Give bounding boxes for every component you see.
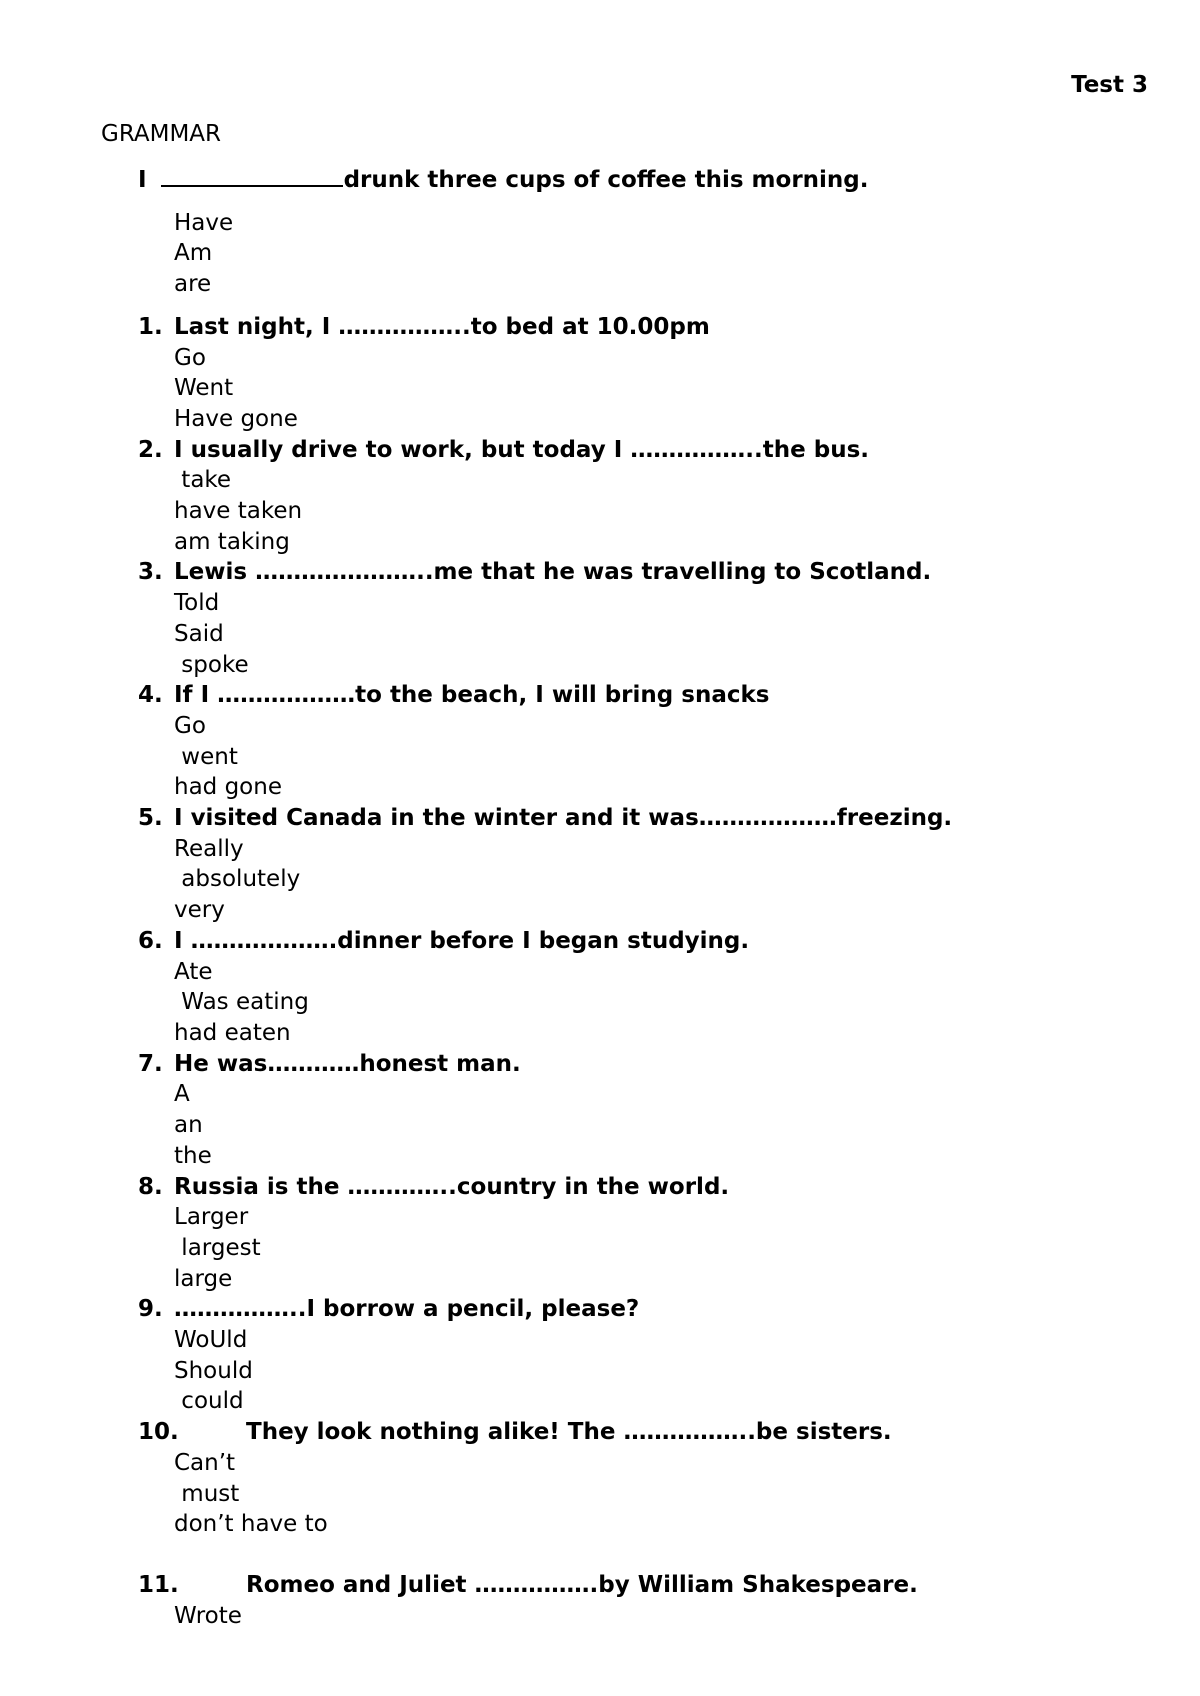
question-options <box>138 834 1138 926</box>
question-8 <box>138 1172 1138 1295</box>
question-options <box>138 465 1138 557</box>
question-text: Russia is the …………..country in the world. <box>174 1173 730 1200</box>
question-text: ……………..I borrow a pencil, please? <box>174 1296 640 1323</box>
option: don’t have to <box>174 1511 328 1538</box>
question-1 <box>138 312 1138 435</box>
question-number: 6. <box>138 927 163 954</box>
question-options <box>138 343 1138 435</box>
question-text: He was…………honest man. <box>174 1050 521 1077</box>
question-stem <box>138 803 1138 834</box>
answer-blank <box>161 167 343 187</box>
option: went <box>174 743 238 770</box>
question-text: Romeo and Juliet …………….by William Shakespeare. <box>246 1571 918 1598</box>
option: Am <box>174 240 213 267</box>
question-number: 5. <box>138 805 163 832</box>
example-options <box>138 208 1138 300</box>
question-stem <box>138 926 1138 957</box>
option: Really <box>174 835 244 862</box>
option: an <box>174 1112 203 1139</box>
option: Should <box>174 1357 253 1384</box>
option: had gone <box>174 774 282 801</box>
option: Have <box>174 209 234 236</box>
question-7 <box>138 1049 1138 1172</box>
section-title: GRAMMAR <box>101 121 222 147</box>
example-question <box>138 165 1138 312</box>
question-10 <box>138 1417 1138 1540</box>
option: must <box>174 1480 240 1507</box>
option: Said <box>174 620 224 647</box>
question-text: I visited Canada in the winter and it was………………freezing. <box>174 805 953 832</box>
question-11 <box>138 1570 1138 1631</box>
question-options <box>138 588 1138 680</box>
example-stem-after: drunk three cups of coffee this morning. <box>343 167 869 193</box>
question-number: 4. <box>138 682 163 709</box>
question-5 <box>138 803 1138 926</box>
option: take <box>174 467 232 494</box>
question-number: 3. <box>138 559 163 586</box>
question-number: 7. <box>138 1050 163 1077</box>
option: Go <box>174 344 206 371</box>
question-options <box>138 1601 1138 1632</box>
option: Told <box>174 590 220 617</box>
example-stem-before: I <box>138 167 155 193</box>
option: A <box>174 1081 190 1108</box>
question-options <box>138 957 1138 1049</box>
question-number: 11. <box>138 1571 179 1598</box>
option: have taken <box>174 498 303 525</box>
option: large <box>174 1265 233 1292</box>
option: Have gone <box>174 405 298 432</box>
question-stem <box>138 1417 1138 1448</box>
question-options <box>138 1202 1138 1294</box>
question-list <box>138 165 1138 1631</box>
question-number: 9. <box>138 1296 163 1323</box>
option: could <box>174 1388 244 1415</box>
question-stem <box>138 1172 1138 1203</box>
question-options <box>138 1079 1138 1171</box>
question-2 <box>138 435 1138 558</box>
question-options <box>138 711 1138 803</box>
test-label: Test 3 <box>1071 72 1148 98</box>
question-text: I usually drive to work, but today I ……………..the bus. <box>174 436 870 463</box>
example-stem <box>138 165 1138 196</box>
option: are <box>174 271 212 298</box>
option: very <box>174 897 225 924</box>
question-text: They look nothing alike! The ……………..be sisters. <box>246 1419 892 1446</box>
option: WoUld <box>174 1327 248 1354</box>
question-4 <box>138 680 1138 803</box>
question-9 <box>138 1294 1138 1417</box>
option: am taking <box>174 528 290 555</box>
question-stem <box>138 680 1138 711</box>
question-stem <box>138 557 1138 588</box>
question-number: 1. <box>138 313 163 340</box>
option: Can’t <box>174 1449 236 1476</box>
question-stem <box>138 1049 1138 1080</box>
option: the <box>174 1142 212 1169</box>
question-text: Lewis …………………..me that he was travelling to Scotland. <box>174 559 932 586</box>
question-stem <box>138 435 1138 466</box>
question-number: 10. <box>138 1419 179 1446</box>
option: absolutely <box>174 866 301 893</box>
question-stem <box>138 1294 1138 1325</box>
question-3 <box>138 557 1138 680</box>
question-number: 8. <box>138 1173 163 1200</box>
option: Ate <box>174 958 213 985</box>
question-text: If I ………………to the beach, I will bring snacks <box>174 682 770 709</box>
question-options <box>138 1448 1138 1540</box>
option: Went <box>174 375 234 402</box>
question-6 <box>138 926 1138 1049</box>
question-number: 2. <box>138 436 163 463</box>
option: spoke <box>174 651 249 678</box>
question-text: I ……………….dinner before I began studying. <box>174 927 750 954</box>
question-stem <box>138 1570 1138 1601</box>
question-options <box>138 1325 1138 1417</box>
option: had eaten <box>174 1019 291 1046</box>
option: Was eating <box>174 989 309 1016</box>
option: Go <box>174 712 206 739</box>
question-text: Last night, I ……………..to bed at 10.00pm <box>174 313 710 340</box>
option: Larger <box>174 1204 249 1231</box>
option: largest <box>174 1234 261 1261</box>
question-stem <box>138 312 1138 343</box>
option: Wrote <box>174 1602 242 1629</box>
